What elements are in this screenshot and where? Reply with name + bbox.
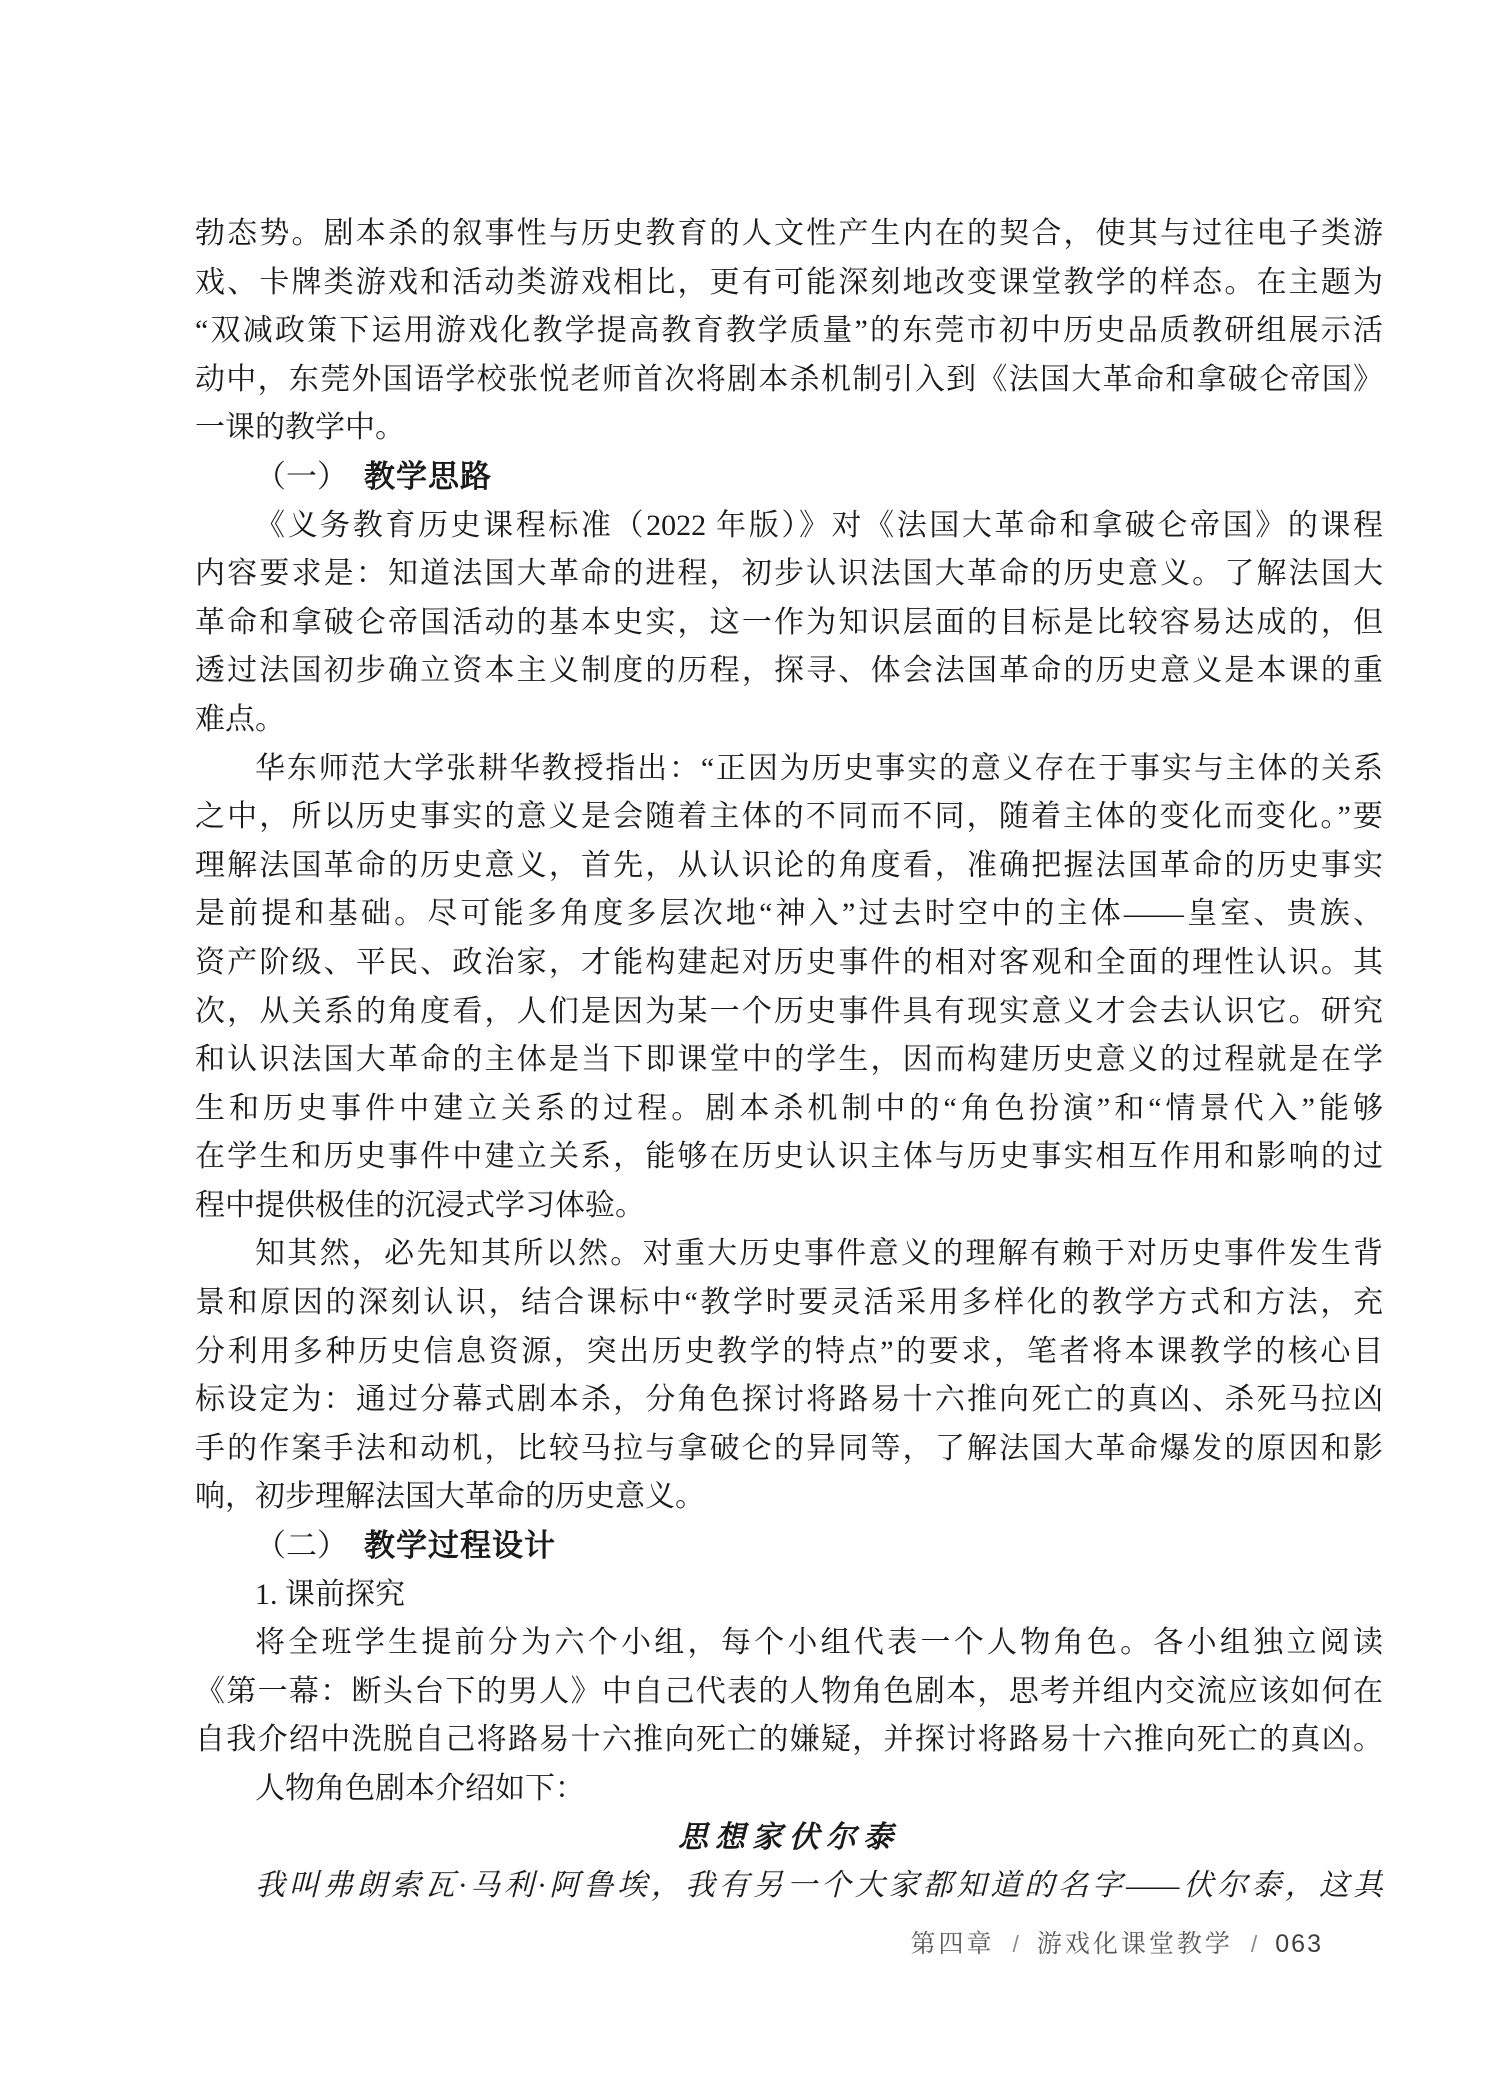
footer-separator: / — [1012, 1931, 1019, 1957]
text-line: 我叫弗朗索瓦·马利·阿鲁埃，我有另一个大家都知道的名字——伏尔泰，这其 — [255, 1869, 1383, 1903]
paragraph-teaching-goal — [195, 1230, 1383, 1522]
section-heading-1 — [195, 453, 1383, 502]
text-line: 勃态势。剧本杀的叙事性与历史教育的人文性产生内在的契合，使其与过往电子类游 — [195, 217, 1383, 250]
text-line: 内容要求是：知道法国大革命的进程，初步认识法国大革命的历史意义。了解法国大 — [195, 557, 1383, 591]
section-heading-2 — [195, 1522, 1383, 1571]
subheading-pre-class: 1. 课前探究 — [255, 1577, 405, 1611]
paragraph-intro — [195, 210, 1383, 453]
section-number: （二） — [255, 1528, 348, 1564]
text-line: 透过法国初步确立资本主义制度的历程，探寻、体会法国革命的历史意义是本课的重 — [195, 654, 1383, 688]
text-line: 自我介绍中洗脱自己将路易十六推向死亡的嫌疑，并探讨将路易十六推向死亡的真凶。 — [195, 1723, 1383, 1757]
text-line: 将全班学生提前分为六个小组，每个小组代表一个人物角色。各小组独立阅读 — [255, 1626, 1383, 1660]
text-line: 难点。 — [195, 702, 285, 736]
paragraph-group-task — [195, 1619, 1383, 1765]
text-line: 手的作案手法和动机，比较马拉与拿破仑的异同等，了解法国大革命爆发的原因和影 — [195, 1431, 1383, 1465]
page-body — [195, 210, 1383, 1911]
text-line: 一课的教学中。 — [195, 411, 405, 445]
paragraph-voltaire-script — [195, 1862, 1383, 1911]
paragraph-lead-in — [195, 1765, 1383, 1814]
text-line: 分利用多种历史信息资源，突出历史教学的特点”的要求，笔者将本课教学的核心目 — [195, 1334, 1383, 1368]
text-line: 是前提和基础。尽可能多角度多层次地“神入”过去时空中的主体——皇室、贵族、 — [195, 897, 1383, 931]
text-line: 理解法国革命的历史意义，首先，从认识论的角度看，准确把握法国革命的历史事实 — [195, 848, 1383, 882]
footer-page-number: 063 — [1275, 1930, 1323, 1958]
section-number: （一） — [255, 458, 348, 494]
text-line: 在学生和历史事件中建立关系，能够在历史认识主体与历史事实相互作用和影响的过 — [195, 1140, 1383, 1174]
section-title: 教学思路 — [364, 458, 492, 494]
text-line: 生和历史事件中建立关系的过程。剧本杀机制中的“角色扮演”和“情景代入”能够 — [195, 1091, 1383, 1125]
footer-separator: / — [1250, 1931, 1258, 1957]
text-line: 响，初步理解法国大革命的历史意义。 — [195, 1480, 705, 1514]
role-script-title: 思想家伏尔泰 — [678, 1820, 900, 1854]
text-line: 《第一幕：断头台下的男人》中自己代表的人物角色剧本，思考并组内交流应该如何在 — [195, 1674, 1383, 1708]
text-line: 标设定为：通过分幕式剧本杀，分角色探讨将路易十六推向死亡的真凶、杀死马拉凶 — [195, 1383, 1383, 1417]
text-line: 《义务教育历史课程标准（2022 年版）》对《法国大革命和拿破仑帝国》的课程 — [255, 508, 1383, 542]
text-line: “双减政策下运用游戏化教学提高教育教学质量”的东莞市初中历史品质教研组展示活 — [195, 314, 1383, 348]
text-line: 景和原因的深刻认识，结合课标中“教学时要灵活采用多样化的教学方式和方法，充 — [195, 1286, 1383, 1320]
paragraph-professor-zhang — [195, 745, 1383, 1231]
text-line: 华东师范大学张耕华教授指出：“正因为历史事实的意义存在于事实与主体的关系 — [255, 751, 1383, 785]
text-line: 知其然，必先知其所以然。对重大历史事件意义的理解有赖于对历史事件发生背 — [255, 1237, 1383, 1271]
text-line: 人物角色剧本介绍如下： — [255, 1772, 585, 1805]
text-line: 和认识法国大革命的主体是当下即课堂中的学生，因而构建历史意义的过程就是在学 — [195, 1043, 1383, 1077]
text-line: 革命和拿破仑帝国活动的基本史实，这一作为知识层面的目标是比较容易达成的，但 — [195, 605, 1383, 639]
text-line: 资产阶级、平民、政治家，才能构建起对历史事件的相对客观和全面的理性认识。其 — [195, 945, 1383, 979]
text-line: 次，从关系的角度看，人们是因为某一个历史事件具有现实意义才会去认识它。研究 — [195, 994, 1383, 1028]
text-line: 程中提供极佳的沉浸式学习体验。 — [195, 1188, 645, 1222]
section-title: 教学过程设计 — [364, 1528, 556, 1564]
paragraph-curriculum-standard — [195, 502, 1383, 745]
text-line: 戏、卡牌类游戏和活动类游戏相比，更有可能深刻地改变课堂教学的样态。在主题为 — [195, 265, 1383, 299]
footer-section: 游戏化课堂教学 — [1036, 1930, 1233, 1958]
text-line: 之中，所以历史事实的意义是会随着主体的不同而不同，随着主体的变化而变化。”要 — [195, 800, 1383, 834]
text-line: 动中，东莞外国语学校张悦老师首次将剧本杀机制引入到《法国大革命和拿破仑帝国》 — [195, 362, 1383, 396]
page-footer — [910, 1929, 1323, 1959]
footer-chapter: 第四章 — [910, 1930, 995, 1958]
